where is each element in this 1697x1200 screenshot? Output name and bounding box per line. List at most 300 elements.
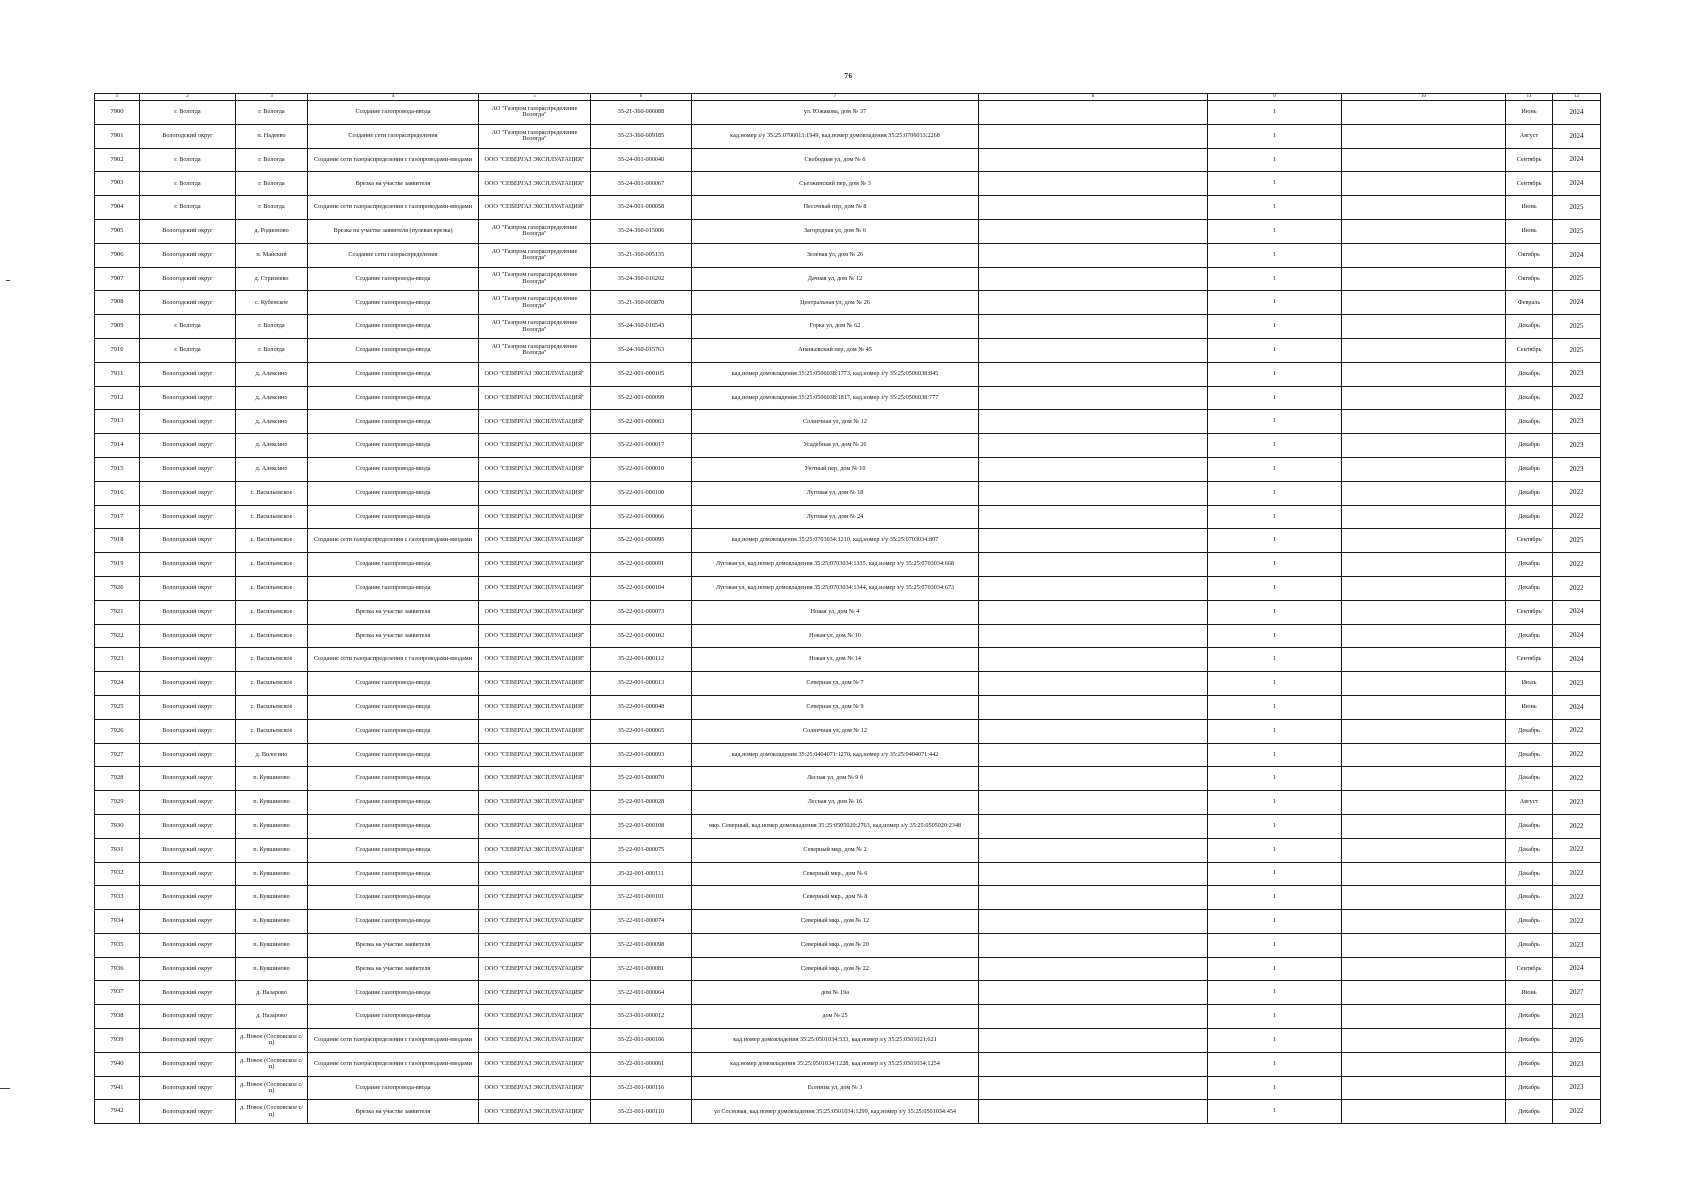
- table-row: [95, 1005, 1601, 1029]
- column-8-cell: [979, 886, 1208, 910]
- district-cell: г. Вологда: [140, 172, 236, 196]
- column-8-cell: [979, 362, 1208, 386]
- application-code-cell: 35-22-001-000028: [591, 791, 692, 815]
- month-cell: Сентябрь: [1506, 529, 1553, 553]
- district-cell: Вологодский округ: [140, 505, 236, 529]
- column-8-cell: [979, 981, 1208, 1005]
- locality-cell: д. Назарово: [236, 1005, 308, 1029]
- table-row: [95, 957, 1601, 981]
- application-code-cell: 35-24-001-000040: [591, 148, 692, 172]
- address-cell: Северный мкр., дом № 22: [692, 957, 979, 981]
- locality-cell: д. Родионово: [236, 219, 308, 243]
- district-cell: Вологодский округ: [140, 1029, 236, 1053]
- organization-cell: ООО "СЕВЕРГАЗ ЭКСПЛУАТАЦИЯ": [479, 886, 591, 910]
- column-10-cell: [1342, 624, 1506, 648]
- application-code-cell: 35-22-001-000065: [591, 719, 692, 743]
- district-cell: Вологодский округ: [140, 886, 236, 910]
- column-8-cell: [979, 910, 1208, 934]
- year-cell: 2024: [1553, 600, 1601, 624]
- gas-connection-register-table: [94, 93, 1601, 1124]
- organization-cell: ООО "СЕВЕРГАЗ ЭКСПЛУАТАЦИЯ": [479, 505, 591, 529]
- table-row: [95, 243, 1601, 267]
- district-cell: Вологодский округ: [140, 481, 236, 505]
- locality-cell: с. Васильевское: [236, 695, 308, 719]
- organization-cell: ООО "СЕВЕРГАЗ ЭКСПЛУАТАЦИЯ": [479, 695, 591, 719]
- address-cell: Зеленая ул, дом № 26: [692, 243, 979, 267]
- row-number: 7931: [95, 838, 140, 862]
- table-row: [95, 338, 1601, 362]
- table-row: [95, 672, 1601, 696]
- address-cell: Лесная ул, дом № 16: [692, 791, 979, 815]
- district-cell: Вологодский округ: [140, 576, 236, 600]
- application-code-cell: 35-22-001-000091: [591, 553, 692, 577]
- table-row: [95, 600, 1601, 624]
- district-cell: Вологодский округ: [140, 862, 236, 886]
- quantity-cell: 1: [1208, 338, 1342, 362]
- column-10-cell: [1342, 957, 1506, 981]
- address-cell: Съезжинский пер, дом № 3: [692, 172, 979, 196]
- month-cell: Декабрь: [1506, 457, 1553, 481]
- address-cell: Усадебная ул, дом № 26: [692, 434, 979, 458]
- table-row: [95, 981, 1601, 1005]
- column-8-cell: [979, 338, 1208, 362]
- column-8-cell: [979, 1100, 1208, 1124]
- column-number-3: 3: [236, 94, 308, 101]
- column-8-cell: [979, 267, 1208, 291]
- column-8-cell: [979, 743, 1208, 767]
- application-code-cell: 35-24-360-016202: [591, 267, 692, 291]
- application-code-cell: 35-22-001-000110: [591, 1100, 692, 1124]
- work-type-cell: Создание газопровода-ввода: [308, 1005, 479, 1029]
- table-row: [95, 410, 1601, 434]
- month-cell: Декабрь: [1506, 576, 1553, 600]
- table-row: [95, 386, 1601, 410]
- district-cell: г. Вологда: [140, 196, 236, 220]
- row-number: 7919: [95, 553, 140, 577]
- locality-cell: г. Вологда: [236, 172, 308, 196]
- month-cell: Декабрь: [1506, 767, 1553, 791]
- work-type-cell: Создание газопровода-ввода: [308, 362, 479, 386]
- work-type-cell: Создание сети газораспределения с газопроводами-вводами: [308, 1029, 479, 1053]
- column-10-cell: [1342, 791, 1506, 815]
- application-code-cell: 35-22-001-000108: [591, 814, 692, 838]
- year-cell: 2026: [1553, 1029, 1601, 1053]
- year-cell: 2023: [1553, 1005, 1601, 1029]
- row-number: 7907: [95, 267, 140, 291]
- table-row: [95, 767, 1601, 791]
- column-number-1: 1: [95, 94, 140, 101]
- column-8-cell: [979, 172, 1208, 196]
- column-10-cell: [1342, 338, 1506, 362]
- table-row: [95, 814, 1601, 838]
- work-type-cell: Врезка на участке заявителя: [308, 172, 479, 196]
- row-number: 7900: [95, 101, 140, 125]
- district-cell: Вологодский округ: [140, 386, 236, 410]
- application-code-cell: 35-21-360-005135: [591, 243, 692, 267]
- column-10-cell: [1342, 386, 1506, 410]
- column-8-cell: [979, 243, 1208, 267]
- address-cell: Северный мкр., дом № 8: [692, 886, 979, 910]
- table-row: [95, 838, 1601, 862]
- work-type-cell: Создание газопровода-ввода: [308, 862, 479, 886]
- locality-cell: п. Кувшиново: [236, 814, 308, 838]
- locality-cell: п. Кувшиново: [236, 791, 308, 815]
- application-code-cell: 35-22-001-000093: [591, 743, 692, 767]
- column-10-cell: [1342, 576, 1506, 600]
- quantity-cell: 1: [1208, 434, 1342, 458]
- application-code-cell: 35-24-001-000067: [591, 172, 692, 196]
- table-row: [95, 219, 1601, 243]
- locality-cell: д. Алексино: [236, 410, 308, 434]
- year-cell: 2022: [1553, 862, 1601, 886]
- organization-cell: ООО "СЕВЕРГАЗ ЭКСПЛУАТАЦИЯ": [479, 1100, 591, 1124]
- work-type-cell: Создание газопровода-ввода: [308, 386, 479, 410]
- organization-cell: ООО "СЕВЕРГАЗ ЭКСПЛУАТАЦИЯ": [479, 1052, 591, 1076]
- work-type-cell: Создание газопровода-ввода: [308, 767, 479, 791]
- month-cell: Декабрь: [1506, 362, 1553, 386]
- row-number: 7924: [95, 672, 140, 696]
- locality-cell: с. Васильевское: [236, 529, 308, 553]
- quantity-cell: 1: [1208, 315, 1342, 339]
- quantity-cell: 1: [1208, 243, 1342, 267]
- district-cell: Вологодский округ: [140, 1005, 236, 1029]
- row-number: 7928: [95, 767, 140, 791]
- address-cell: кад.номер домовладения 35:25:0404071:1270, кад.номер з/у 35:25:0404071:442: [692, 743, 979, 767]
- locality-cell: д. Стризнево: [236, 267, 308, 291]
- district-cell: Вологодский округ: [140, 743, 236, 767]
- column-10-cell: [1342, 124, 1506, 148]
- month-cell: Июль: [1506, 672, 1553, 696]
- address-cell: кад.номер домовладения 35:25:0506038:1817, кад.номер з/у 35:25:0506038:777: [692, 386, 979, 410]
- year-cell: 2024: [1553, 124, 1601, 148]
- address-cell: Северный мкр., дом № 12: [692, 910, 979, 934]
- column-10-cell: [1342, 101, 1506, 125]
- column-10-cell: [1342, 886, 1506, 910]
- row-number: 7911: [95, 362, 140, 386]
- table-row: [95, 434, 1601, 458]
- organization-cell: ООО "СЕВЕРГАЗ ЭКСПЛУАТАЦИЯ": [479, 743, 591, 767]
- locality-cell: г. Вологда: [236, 196, 308, 220]
- column-8-cell: [979, 196, 1208, 220]
- locality-cell: д. Новое (Сосновское с/п): [236, 1029, 308, 1053]
- address-cell: Уютный пер, дом № 10: [692, 457, 979, 481]
- locality-cell: с. Кубенское: [236, 291, 308, 315]
- quantity-cell: 1: [1208, 886, 1342, 910]
- address-cell: Горка ул, дом № 62: [692, 315, 979, 339]
- year-cell: 2024: [1553, 148, 1601, 172]
- district-cell: Вологодский округ: [140, 767, 236, 791]
- column-10-cell: [1342, 695, 1506, 719]
- row-number: 7904: [95, 196, 140, 220]
- year-cell: 2024: [1553, 172, 1601, 196]
- year-cell: 2024: [1553, 695, 1601, 719]
- work-type-cell: Создание сети газораспределения с газопроводами-вводами: [308, 196, 479, 220]
- quantity-cell: 1: [1208, 791, 1342, 815]
- table-row: [95, 695, 1601, 719]
- year-cell: 2025: [1553, 529, 1601, 553]
- work-type-cell: Создание газопровода-ввода: [308, 886, 479, 910]
- column-8-cell: [979, 410, 1208, 434]
- column-8-cell: [979, 291, 1208, 315]
- year-cell: 2022: [1553, 505, 1601, 529]
- column-10-cell: [1342, 1005, 1506, 1029]
- address-cell: Есенина ул, дом № 3: [692, 1076, 979, 1100]
- locality-cell: с. Васильевское: [236, 648, 308, 672]
- address-cell: Луговая ул, дом № 24: [692, 505, 979, 529]
- address-cell: Песочный пер, дом № 8: [692, 196, 979, 220]
- row-number: 7923: [95, 648, 140, 672]
- organization-cell: ООО "СЕВЕРГАЗ ЭКСПЛУАТАЦИЯ": [479, 719, 591, 743]
- year-cell: 2023: [1553, 1076, 1601, 1100]
- row-number: 7917: [95, 505, 140, 529]
- address-cell: Северный мкр., дом № 6: [692, 862, 979, 886]
- organization-cell: ООО "СЕВЕРГАЗ ЭКСПЛУАТАЦИЯ": [479, 838, 591, 862]
- organization-cell: ООО "СЕВЕРГАЗ ЭКСПЛУАТАЦИЯ": [479, 648, 591, 672]
- table-row: [95, 910, 1601, 934]
- column-8-cell: [979, 600, 1208, 624]
- locality-cell: г. Вологда: [236, 101, 308, 125]
- column-8-cell: [979, 148, 1208, 172]
- table-row: [95, 791, 1601, 815]
- column-8-cell: [979, 957, 1208, 981]
- quantity-cell: 1: [1208, 529, 1342, 553]
- work-type-cell: Создание сети газораспределения: [308, 124, 479, 148]
- locality-cell: п. Кувшиново: [236, 957, 308, 981]
- organization-cell: АО "Газпром газораспределение Вологда": [479, 315, 591, 339]
- quantity-cell: 1: [1208, 1076, 1342, 1100]
- quantity-cell: 1: [1208, 457, 1342, 481]
- quantity-cell: 1: [1208, 124, 1342, 148]
- month-cell: Август: [1506, 124, 1553, 148]
- column-8-cell: [979, 505, 1208, 529]
- address-cell: Луговая ул, дом № 18: [692, 481, 979, 505]
- locality-cell: г. Вологда: [236, 315, 308, 339]
- row-number: 7908: [95, 291, 140, 315]
- quantity-cell: 1: [1208, 957, 1342, 981]
- table-row: [95, 196, 1601, 220]
- column-10-cell: [1342, 1100, 1506, 1124]
- row-number: 7935: [95, 933, 140, 957]
- address-cell: Солнечная ул, дом № 12: [692, 719, 979, 743]
- column-8-cell: [979, 219, 1208, 243]
- district-cell: Вологодский округ: [140, 410, 236, 434]
- work-type-cell: Создание газопровода-ввода: [308, 338, 479, 362]
- work-type-cell: Создание газопровода-ввода: [308, 910, 479, 934]
- column-8-cell: [979, 553, 1208, 577]
- organization-cell: ООО "СЕВЕРГАЗ ЭКСПЛУАТАЦИЯ": [479, 910, 591, 934]
- year-cell: 2022: [1553, 767, 1601, 791]
- organization-cell: ООО "СЕВЕРГАЗ ЭКСПЛУАТАЦИЯ": [479, 600, 591, 624]
- locality-cell: д. Назарово: [236, 981, 308, 1005]
- column-10-cell: [1342, 933, 1506, 957]
- column-10-cell: [1342, 672, 1506, 696]
- row-number: 7910: [95, 338, 140, 362]
- quantity-cell: 1: [1208, 1100, 1342, 1124]
- column-10-cell: [1342, 148, 1506, 172]
- year-cell: 2025: [1553, 267, 1601, 291]
- address-cell: Новая ул, дом № 14: [692, 648, 979, 672]
- address-cell: Лесная ул, дом № 9 б: [692, 767, 979, 791]
- organization-cell: ООО "СЕВЕРГАЗ ЭКСПЛУАТАЦИЯ": [479, 148, 591, 172]
- column-number-11: 11: [1506, 94, 1553, 101]
- application-code-cell: 35-21-360-003870: [591, 291, 692, 315]
- year-cell: 2024: [1553, 101, 1601, 125]
- work-type-cell: Создание газопровода-ввода: [308, 814, 479, 838]
- month-cell: Октябрь: [1506, 267, 1553, 291]
- year-cell: 2025: [1553, 315, 1601, 339]
- locality-cell: с. Васильевское: [236, 553, 308, 577]
- row-number: 7930: [95, 814, 140, 838]
- district-cell: Вологодский округ: [140, 791, 236, 815]
- column-number-10: 10: [1342, 94, 1506, 101]
- district-cell: Вологодский округ: [140, 981, 236, 1005]
- month-cell: Декабрь: [1506, 933, 1553, 957]
- organization-cell: ООО "СЕВЕРГАЗ ЭКСПЛУАТАЦИЯ": [479, 814, 591, 838]
- address-cell: Свободная ул, дом № 6: [692, 148, 979, 172]
- application-code-cell: 35-22-001-000010: [591, 457, 692, 481]
- month-cell: Декабрь: [1506, 553, 1553, 577]
- district-cell: Вологодский округ: [140, 695, 236, 719]
- quantity-cell: 1: [1208, 505, 1342, 529]
- work-type-cell: Создание газопровода-ввода: [308, 505, 479, 529]
- row-number: 7914: [95, 434, 140, 458]
- year-cell: 2024: [1553, 957, 1601, 981]
- application-code-cell: 35-22-001-000095: [591, 529, 692, 553]
- month-cell: Декабрь: [1506, 315, 1553, 339]
- quantity-cell: 1: [1208, 101, 1342, 125]
- address-cell: дом № 19а: [692, 981, 979, 1005]
- column-number-9: 9: [1208, 94, 1342, 101]
- table-row: [95, 648, 1601, 672]
- table-row: [95, 291, 1601, 315]
- table-row: [95, 505, 1601, 529]
- quantity-cell: 1: [1208, 362, 1342, 386]
- district-cell: Вологодский округ: [140, 553, 236, 577]
- work-type-cell: Врезка на участке заявителя: [308, 624, 479, 648]
- locality-cell: д. Новое (Сосновское с/п): [236, 1052, 308, 1076]
- row-number: 7909: [95, 315, 140, 339]
- address-cell: Северный мкр., дом № 20: [692, 933, 979, 957]
- district-cell: Вологодский округ: [140, 719, 236, 743]
- address-cell: Северный мкр, дом № 2: [692, 838, 979, 862]
- quantity-cell: 1: [1208, 933, 1342, 957]
- locality-cell: с. Васильевское: [236, 576, 308, 600]
- year-cell: 2023: [1553, 933, 1601, 957]
- column-number-row: [95, 94, 1601, 101]
- year-cell: 2023: [1553, 672, 1601, 696]
- work-type-cell: Врезка на участке заявителя: [308, 1100, 479, 1124]
- column-10-cell: [1342, 1029, 1506, 1053]
- column-number-4: 4: [308, 94, 479, 101]
- year-cell: 2023: [1553, 791, 1601, 815]
- work-type-cell: Создание газопровода-ввода: [308, 981, 479, 1005]
- row-number: 7903: [95, 172, 140, 196]
- organization-cell: ООО "СЕВЕРГАЗ ЭКСПЛУАТАЦИЯ": [479, 957, 591, 981]
- locality-cell: г. Вологда: [236, 338, 308, 362]
- organization-cell: ООО "СЕВЕРГАЗ ЭКСПЛУАТАЦИЯ": [479, 529, 591, 553]
- quantity-cell: 1: [1208, 553, 1342, 577]
- table-row: [95, 267, 1601, 291]
- year-cell: 2024: [1553, 648, 1601, 672]
- column-number-5: 5: [479, 94, 591, 101]
- column-10-cell: [1342, 1076, 1506, 1100]
- work-type-cell: Создание сети газораспределения: [308, 243, 479, 267]
- table-row: [95, 1052, 1601, 1076]
- month-cell: Июнь: [1506, 196, 1553, 220]
- address-cell: Новая ул, дом № 4: [692, 600, 979, 624]
- column-10-cell: [1342, 434, 1506, 458]
- quantity-cell: 1: [1208, 267, 1342, 291]
- row-number: 7918: [95, 529, 140, 553]
- table-row: [95, 101, 1601, 125]
- work-type-cell: Создание газопровода-ввода: [308, 838, 479, 862]
- application-code-cell: 35-22-001-000070: [591, 767, 692, 791]
- organization-cell: ООО "СЕВЕРГАЗ ЭКСПЛУАТАЦИЯ": [479, 434, 591, 458]
- quantity-cell: 1: [1208, 672, 1342, 696]
- application-code-cell: 35-22-001-000073: [591, 600, 692, 624]
- month-cell: Сентябрь: [1506, 172, 1553, 196]
- month-cell: Август: [1506, 791, 1553, 815]
- locality-cell: д. Новое (Сосновское с/п): [236, 1076, 308, 1100]
- organization-cell: ООО "СЕВЕРГАЗ ЭКСПЛУАТАЦИЯ": [479, 481, 591, 505]
- column-8-cell: [979, 648, 1208, 672]
- month-cell: Сентябрь: [1506, 648, 1553, 672]
- locality-cell: п. Кувшиново: [236, 838, 308, 862]
- application-code-cell: 35-21-360-006088: [591, 101, 692, 125]
- work-type-cell: Создание сети газораспределения с газопроводами-вводами: [308, 529, 479, 553]
- year-cell: 2023: [1553, 1052, 1601, 1076]
- column-10-cell: [1342, 362, 1506, 386]
- column-10-cell: [1342, 529, 1506, 553]
- month-cell: Декабрь: [1506, 505, 1553, 529]
- column-8-cell: [979, 767, 1208, 791]
- application-code-cell: 35-22-001-000081: [591, 957, 692, 981]
- column-10-cell: [1342, 767, 1506, 791]
- quantity-cell: 1: [1208, 148, 1342, 172]
- organization-cell: ООО "СЕВЕРГАЗ ЭКСПЛУАТАЦИЯ": [479, 672, 591, 696]
- district-cell: Вологодский округ: [140, 457, 236, 481]
- work-type-cell: Создание газопровода-ввода: [308, 434, 479, 458]
- quantity-cell: 1: [1208, 1005, 1342, 1029]
- address-cell: ул. Южакова, дом № 37: [692, 101, 979, 125]
- column-8-cell: [979, 862, 1208, 886]
- organization-cell: ООО "СЕВЕРГАЗ ЭКСПЛУАТАЦИЯ": [479, 1005, 591, 1029]
- year-cell: 2023: [1553, 457, 1601, 481]
- month-cell: Июнь: [1506, 101, 1553, 125]
- address-cell: кад.номер домовладения 35:25:0703034:1210, кад.номер з/у 35:25:0703034:807: [692, 529, 979, 553]
- column-8-cell: [979, 315, 1208, 339]
- column-10-cell: [1342, 172, 1506, 196]
- table-row: [95, 457, 1601, 481]
- district-cell: Вологодский округ: [140, 362, 236, 386]
- work-type-cell: Создание газопровода-ввода: [308, 101, 479, 125]
- row-number: 7926: [95, 719, 140, 743]
- application-code-cell: 35-22-001-000101: [591, 886, 692, 910]
- locality-cell: г. Вологда: [236, 148, 308, 172]
- application-code-cell: 35-22-001-000048: [591, 695, 692, 719]
- year-cell: 2022: [1553, 814, 1601, 838]
- column-8-cell: [979, 124, 1208, 148]
- application-code-cell: 35-22-001-000106: [591, 1029, 692, 1053]
- address-cell: кад.номер домовладения 35:25:0501034:533, кад.номер з/у 35:25:0501021:621: [692, 1029, 979, 1053]
- month-cell: Декабрь: [1506, 1076, 1553, 1100]
- address-cell: Дачная ул, дом № 12: [692, 267, 979, 291]
- organization-cell: ООО "СЕВЕРГАЗ ЭКСПЛУАТАЦИЯ": [479, 362, 591, 386]
- organization-cell: ООО "СЕВЕРГАЗ ЭКСПЛУАТАЦИЯ": [479, 410, 591, 434]
- column-8-cell: [979, 1005, 1208, 1029]
- work-type-cell: Врезка на участке заявителя: [308, 933, 479, 957]
- row-number: 7921: [95, 600, 140, 624]
